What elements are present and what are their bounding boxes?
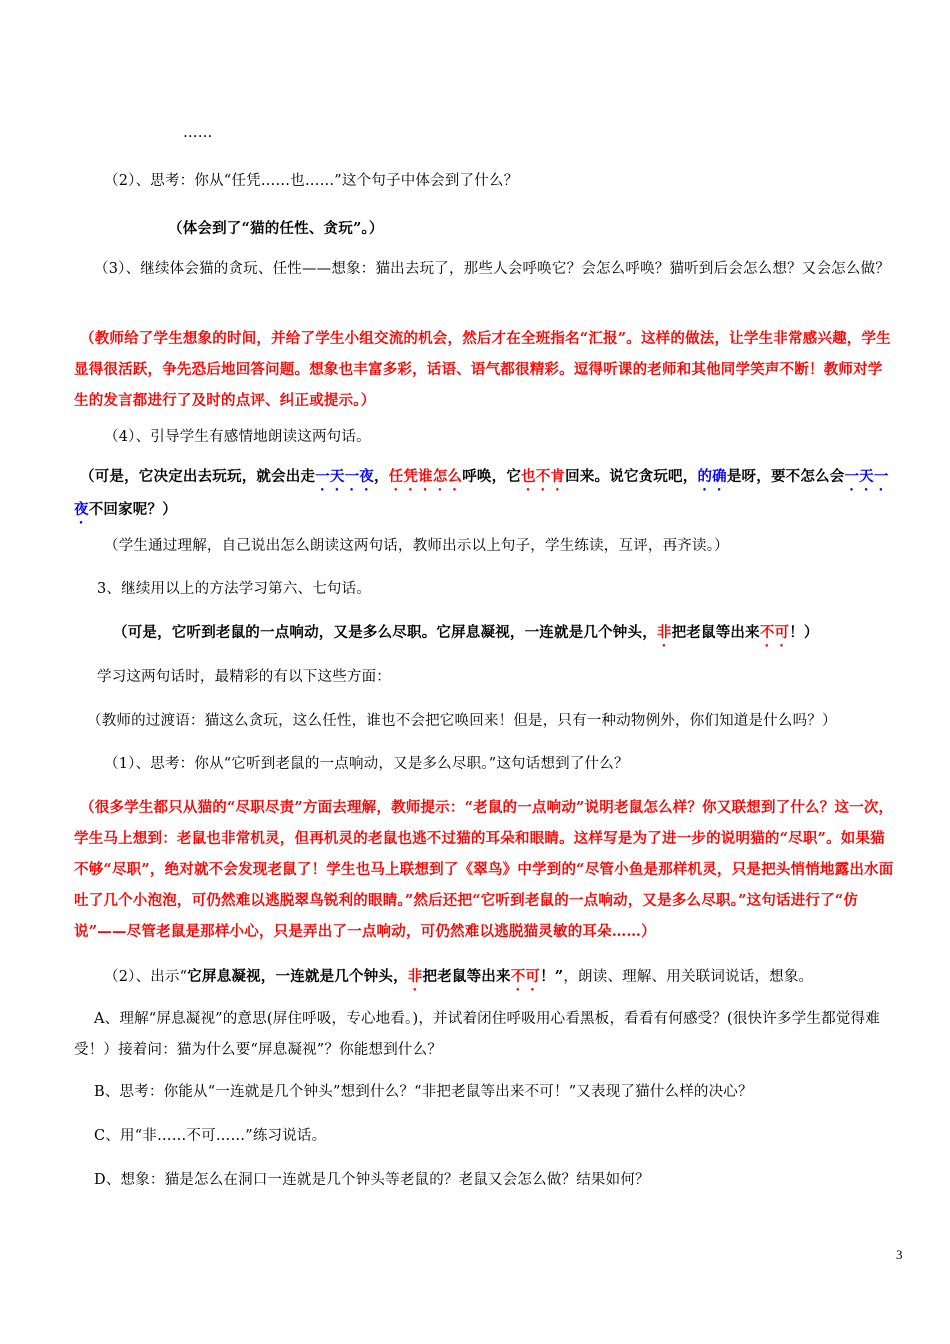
question-2b-quote: ！”: [540, 968, 564, 985]
quote-1-part: 不回家呢？）: [88, 501, 177, 518]
quote-2: [113, 617, 933, 650]
question-3: （3）、继续体会猫的贪玩、任性——想象：猫出去玩了，那些人会呼唤它？会怎么呼唤？猫听到后会怎么想？又会怎么做？: [94, 261, 890, 277]
item-a: A、理解“屏息凝视”的意思(屏住呼吸，专心地看。)，并试着闭住呼吸用心看黑板，看看有何感受？(很快许多学生都觉得难受！）接着问：猫为什么要“屏息凝视”？你能想到什么？: [74, 1011, 880, 1058]
question-2b: [104, 961, 924, 994]
quote-2-part: ！）: [789, 624, 819, 641]
page-number: 3: [896, 1247, 903, 1262]
item-b: B、思考：你能从“一连就是几个钟头”想到什么？“非把老鼠等出来不可！”又表现了猫什么样的决心？: [94, 1084, 753, 1100]
answer-2: （体会到了“猫的任性、贪玩”。）: [168, 220, 384, 237]
quote-1-keyword: 也不肯: [521, 468, 566, 485]
quote-1-keyword: 一天一夜: [74, 468, 889, 518]
quote-2-part: （可是，它听到老鼠的一点响动，又是多么尽职。它屏息凝视，一连就是几个钟头，: [113, 624, 657, 641]
quote-1: [74, 461, 894, 527]
ellipsis-line: ……: [183, 125, 213, 141]
quote-2-part: 把老鼠等出来: [671, 624, 760, 641]
quote-1-part: （可是，它决定出去玩玩，就会出走: [80, 468, 316, 485]
question-2b-part: ，朗读、理解、用关联词说话，想象。: [563, 969, 814, 985]
question-2b-quote: 把老鼠等出来: [422, 968, 511, 985]
quote-1-keyword: 一天一夜: [315, 468, 375, 485]
question-4: （4）、引导学生有感情地朗读这两句话。: [104, 429, 371, 445]
practice-note: （学生通过理解，自己说出怎么朗读这两句话，教师出示以上句子，学生练读，互评，再齐读。）: [104, 538, 729, 554]
quote-1-part: ，: [374, 468, 389, 485]
question-1b: （1）、思考：你从“它听到老鼠的一点响动，又是多么尽职。”这句话想到了什么？: [104, 756, 629, 772]
quote-2-keyword: 不可: [759, 624, 790, 641]
question-2: （2）、思考：你从“任凭……也……”这个句子中体会到了什么？: [104, 173, 519, 189]
quote-1-part: 回来。说它贪玩吧，: [565, 468, 698, 485]
highlights-intro: 学习这两句话时，最精彩的有以下这些方面：: [97, 669, 391, 685]
teacher-note-3: （教师给了学生想象的时间，并给了学生小组交流的机会，然后才在全班指名“汇报”。这样的做法，让学生非常感兴趣，学生显得很活跃，争先恐后地回答问题。想象也丰富多彩，话语、语气都很精彩。逗得听课的老师和其他同学笑声不断！教师对学生的发言都进行了及时的点评、纠正或提示。）: [74, 330, 891, 409]
question-2b-keyword: 非: [407, 968, 423, 985]
teacher-note-1b: （很多学生都只从猫的“尽职尽责”方面去理解，教师提示：“老鼠的一点响动”说明老鼠怎么样？你又联想到了什么？这一次，学生马上想到：老鼠也非常机灵，但再机灵的老鼠也逃不过猫的耳朵和眼睛。这样写是为了进一步的说明猫的“尽职”。如果猫不够“尽职”，绝对就不会发现老鼠了！学生也马上联想到了《翠鸟》中学到的“尽管小鱼是那样机灵，只是把头悄悄地露出水面吐了几个小泡泡，可仍然难以逃脱翠鸟锐利的眼睛。”然后还把“它听到老鼠的一点响动，又是多么尽职。”这句话进行了“仿说”——尽管老鼠是那样小心，只是弄出了一点响动，可仍然难以逃脱猫灵敏的耳朵……）: [74, 799, 894, 940]
item-d: D、想象：猫是怎么在洞口一连就是几个钟头等老鼠的？老鼠又会怎么做？结果如何？: [94, 1172, 650, 1188]
quote-1-part: 是呀，要不怎么会: [726, 468, 845, 485]
step-3: 3、继续用以上的方法学习第六、七句话。: [97, 581, 372, 597]
question-2b-keyword: 不可: [510, 968, 541, 985]
quote-1-keyword: 任凭谁怎么: [388, 468, 463, 485]
quote-1-keyword: 的确: [697, 468, 727, 485]
question-2b-quote: 它屏息凝视，一连就是几个钟头，: [187, 968, 408, 985]
item-c: C、用“非……不可……”练习说话。: [94, 1128, 327, 1144]
question-2b-part: （2）、出示“: [104, 969, 188, 985]
quote-1-part: 呼唤，它: [462, 468, 522, 485]
quote-2-keyword: 非: [656, 624, 672, 641]
teacher-transition: （教师的过渡语：猫这么贪玩，这么任性，谁也不会把它唤回来！但是，只有一种动物例外，你们知道是什么吗？）: [87, 713, 837, 729]
